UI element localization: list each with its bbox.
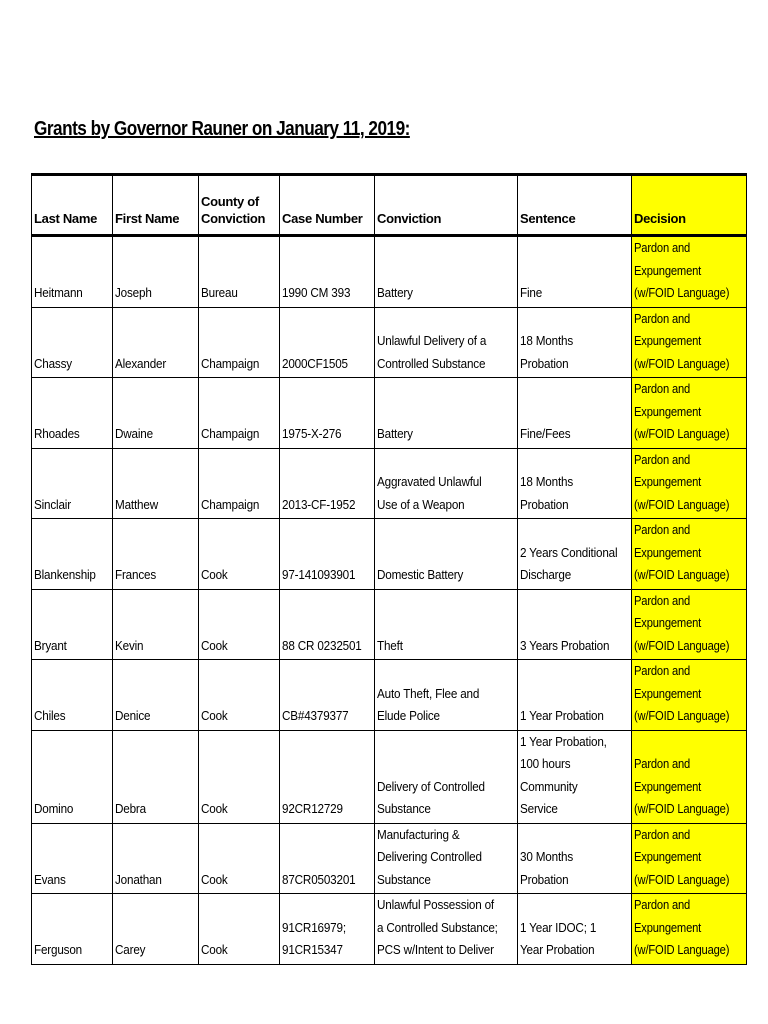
cell-first-name: [113, 448, 199, 519]
header-conviction: Conviction: [375, 175, 518, 236]
cell-case-number: [280, 236, 375, 308]
cell-case-number-text: 87CR0503201: [282, 871, 356, 887]
cell-sentence: [518, 307, 632, 378]
cell-sentence-text: 1 Year Probation: [520, 708, 604, 723]
cell-conviction: [375, 307, 518, 378]
cell-decision-text: Pardon and Expungement (w/FOID Language): [634, 826, 730, 887]
cell-sentence-text: 3 Years Probation: [520, 637, 610, 653]
cell-case-number: [280, 660, 375, 731]
cell-conviction: [375, 730, 518, 823]
cell-conviction-text: Domestic Battery: [377, 567, 464, 582]
cell-sentence-text: Fine/Fees: [520, 426, 571, 441]
cell-case-number-text: 1975-X-276: [282, 426, 342, 441]
cell-first-name-text: Alexander: [115, 355, 167, 371]
cell-first-name: [113, 378, 199, 449]
cell-last-name-text: Ferguson: [34, 942, 82, 957]
cell-case-number-text: 91CR16979; 91CR15347: [282, 919, 346, 957]
cell-conviction-text: Aggravated Unlawful Use of a Weapon: [377, 474, 482, 512]
cell-sentence-text: 1 Year IDOC; 1 Year Probation: [520, 919, 597, 957]
cell-last-name: [32, 378, 113, 449]
cell-last-name: [32, 660, 113, 731]
table-body: [32, 236, 747, 965]
cell-decision: [632, 730, 747, 823]
cell-case-number: [280, 730, 375, 823]
table-row: [32, 448, 747, 519]
cell-sentence-text: Fine: [520, 285, 543, 300]
cell-case-number-text: 88 CR 0232501: [282, 637, 362, 653]
cell-county: [199, 378, 280, 449]
cell-conviction-text: Battery: [377, 285, 413, 300]
cell-first-name: [113, 519, 199, 590]
cell-last-name-text: Blankenship: [34, 567, 96, 582]
cell-decision: [632, 236, 747, 308]
cell-case-number: [280, 894, 375, 965]
cell-last-name-text: Rhoades: [34, 426, 80, 441]
cell-last-name: [32, 589, 113, 660]
table-row: [32, 823, 747, 894]
cell-decision-text: Pardon and Expungement (w/FOID Language): [634, 897, 730, 957]
cell-last-name-text: Bryant: [34, 637, 67, 653]
cell-decision-text: Pardon and Expungement (w/FOID Language): [634, 381, 730, 441]
cell-conviction: [375, 448, 518, 519]
cell-county-text: Bureau: [201, 285, 238, 300]
cell-county: [199, 448, 280, 519]
header-decision: Decision: [632, 175, 747, 236]
cell-county: [199, 894, 280, 965]
grants-table: [31, 173, 747, 965]
cell-county-text: Cook: [201, 708, 228, 723]
cell-case-number: [280, 307, 375, 378]
cell-conviction: [375, 519, 518, 590]
cell-sentence: [518, 894, 632, 965]
table-row: [32, 519, 747, 590]
cell-case-number-text: 1990 CM 393: [282, 285, 351, 300]
cell-county: [199, 519, 280, 590]
cell-sentence: [518, 589, 632, 660]
cell-first-name-text: Jonathan: [115, 871, 162, 887]
cell-last-name-text: Evans: [34, 871, 66, 887]
cell-county-text: Cook: [201, 567, 228, 582]
cell-sentence-text: 1 Year Probation, 100 hours Community Service: [520, 733, 607, 816]
cell-sentence: [518, 823, 632, 894]
cell-case-number-text: 2000CF1505: [282, 355, 348, 371]
cell-county-text: Champaign: [201, 426, 260, 441]
cell-first-name-text: Debra: [115, 801, 146, 816]
cell-conviction: [375, 894, 518, 965]
cell-conviction-text: Manufacturing & Delivering Controlled Substance: [377, 826, 482, 887]
cell-county-text: Cook: [201, 871, 228, 887]
cell-decision-text: Pardon and Expungement (w/FOID Language): [634, 756, 730, 816]
cell-last-name: [32, 823, 113, 894]
cell-first-name: [113, 894, 199, 965]
cell-conviction: [375, 236, 518, 308]
cell-county: [199, 307, 280, 378]
header-sentence: Sentence: [518, 175, 632, 236]
cell-sentence-text: 18 Months Probation: [520, 474, 574, 512]
cell-first-name-text: Denice: [115, 708, 151, 723]
cell-decision: [632, 823, 747, 894]
cell-last-name: [32, 730, 113, 823]
cell-decision-text: Pardon and Expungement (w/FOID Language): [634, 522, 730, 582]
header-last-name: Last Name: [32, 175, 113, 236]
cell-conviction-text: Theft: [377, 637, 403, 653]
cell-county: [199, 236, 280, 308]
cell-sentence: [518, 378, 632, 449]
cell-sentence: [518, 730, 632, 823]
cell-sentence-text: 2 Years Conditional Discharge: [520, 544, 618, 582]
cell-conviction: [375, 378, 518, 449]
cell-first-name: [113, 307, 199, 378]
cell-sentence: [518, 236, 632, 308]
cell-county: [199, 589, 280, 660]
cell-conviction: [375, 589, 518, 660]
table-row: [32, 894, 747, 965]
cell-last-name-text: Heitmann: [34, 285, 83, 300]
cell-case-number-text: CB#4379377: [282, 708, 349, 723]
cell-last-name: [32, 307, 113, 378]
cell-decision: [632, 660, 747, 731]
cell-last-name: [32, 894, 113, 965]
cell-county-text: Cook: [201, 801, 228, 816]
cell-case-number: [280, 448, 375, 519]
cell-conviction: [375, 660, 518, 731]
cell-sentence: [518, 448, 632, 519]
cell-first-name: [113, 589, 199, 660]
cell-case-number: [280, 589, 375, 660]
cell-decision: [632, 519, 747, 590]
cell-first-name: [113, 823, 199, 894]
cell-first-name-text: Kevin: [115, 637, 144, 653]
table-row: [32, 307, 747, 378]
cell-first-name-text: Joseph: [115, 285, 152, 300]
table-header-row: [32, 175, 747, 236]
cell-sentence-text: 30 Months Probation: [520, 849, 574, 887]
cell-conviction-text: Auto Theft, Flee and Elude Police: [377, 685, 480, 723]
cell-first-name: [113, 660, 199, 731]
cell-conviction-text: Unlawful Delivery of a Controlled Substance: [377, 333, 487, 371]
cell-decision-text: Pardon and Expungement (w/FOID Language): [634, 592, 730, 653]
cell-sentence: [518, 519, 632, 590]
cell-case-number-text: 92CR12729: [282, 801, 343, 816]
header-county: County of Conviction: [199, 175, 280, 236]
cell-county: [199, 730, 280, 823]
cell-county-text: Cook: [201, 637, 228, 653]
cell-decision-text: Pardon and Expungement (w/FOID Language): [634, 310, 730, 371]
table-row: [32, 378, 747, 449]
cell-case-number: [280, 823, 375, 894]
table-row: [32, 660, 747, 731]
cell-decision-text: Pardon and Expungement (w/FOID Language): [634, 451, 730, 512]
cell-last-name-text: Domino: [34, 801, 74, 816]
cell-county: [199, 660, 280, 731]
cell-decision: [632, 589, 747, 660]
cell-decision: [632, 378, 747, 449]
cell-county-text: Champaign: [201, 355, 260, 371]
header-case-number: Case Number: [280, 175, 375, 236]
header-first-name: First Name: [113, 175, 199, 236]
cell-first-name-text: Matthew: [115, 496, 158, 512]
cell-conviction: [375, 823, 518, 894]
cell-decision: [632, 307, 747, 378]
document-title: Grants by Governor Rauner on January 11, 2019:: [34, 118, 410, 140]
cell-first-name-text: Carey: [115, 942, 146, 957]
cell-conviction-text: Delivery of Controlled Substance: [377, 778, 485, 816]
cell-sentence: [518, 660, 632, 731]
cell-conviction-text: Unlawful Possession of a Controlled Substance; PCS w/Intent to Deliver: [377, 897, 498, 957]
cell-first-name-text: Frances: [115, 567, 157, 582]
cell-first-name-text: Dwaine: [115, 426, 153, 441]
cell-county-text: Champaign: [201, 496, 260, 512]
cell-case-number-text: 97-141093901: [282, 567, 356, 582]
cell-conviction-text: Battery: [377, 426, 413, 441]
cell-county: [199, 823, 280, 894]
cell-first-name: [113, 236, 199, 308]
cell-decision-text: Pardon and Expungement (w/FOID Language): [634, 240, 730, 300]
cell-case-number: [280, 378, 375, 449]
cell-last-name-text: Chassy: [34, 355, 72, 371]
cell-decision: [632, 448, 747, 519]
cell-decision-text: Pardon and Expungement (w/FOID Language): [634, 663, 730, 723]
cell-last-name: [32, 448, 113, 519]
cell-last-name: [32, 519, 113, 590]
cell-last-name: [32, 236, 113, 308]
table-row: [32, 730, 747, 823]
cell-last-name-text: Chiles: [34, 708, 66, 723]
cell-case-number: [280, 519, 375, 590]
table-row: [32, 236, 747, 308]
cell-county-text: Cook: [201, 942, 228, 957]
cell-sentence-text: 18 Months Probation: [520, 333, 574, 371]
cell-last-name-text: Sinclair: [34, 496, 71, 512]
table-row: [32, 589, 747, 660]
cell-case-number-text: 2013-CF-1952: [282, 496, 356, 512]
cell-decision: [632, 894, 747, 965]
cell-first-name: [113, 730, 199, 823]
